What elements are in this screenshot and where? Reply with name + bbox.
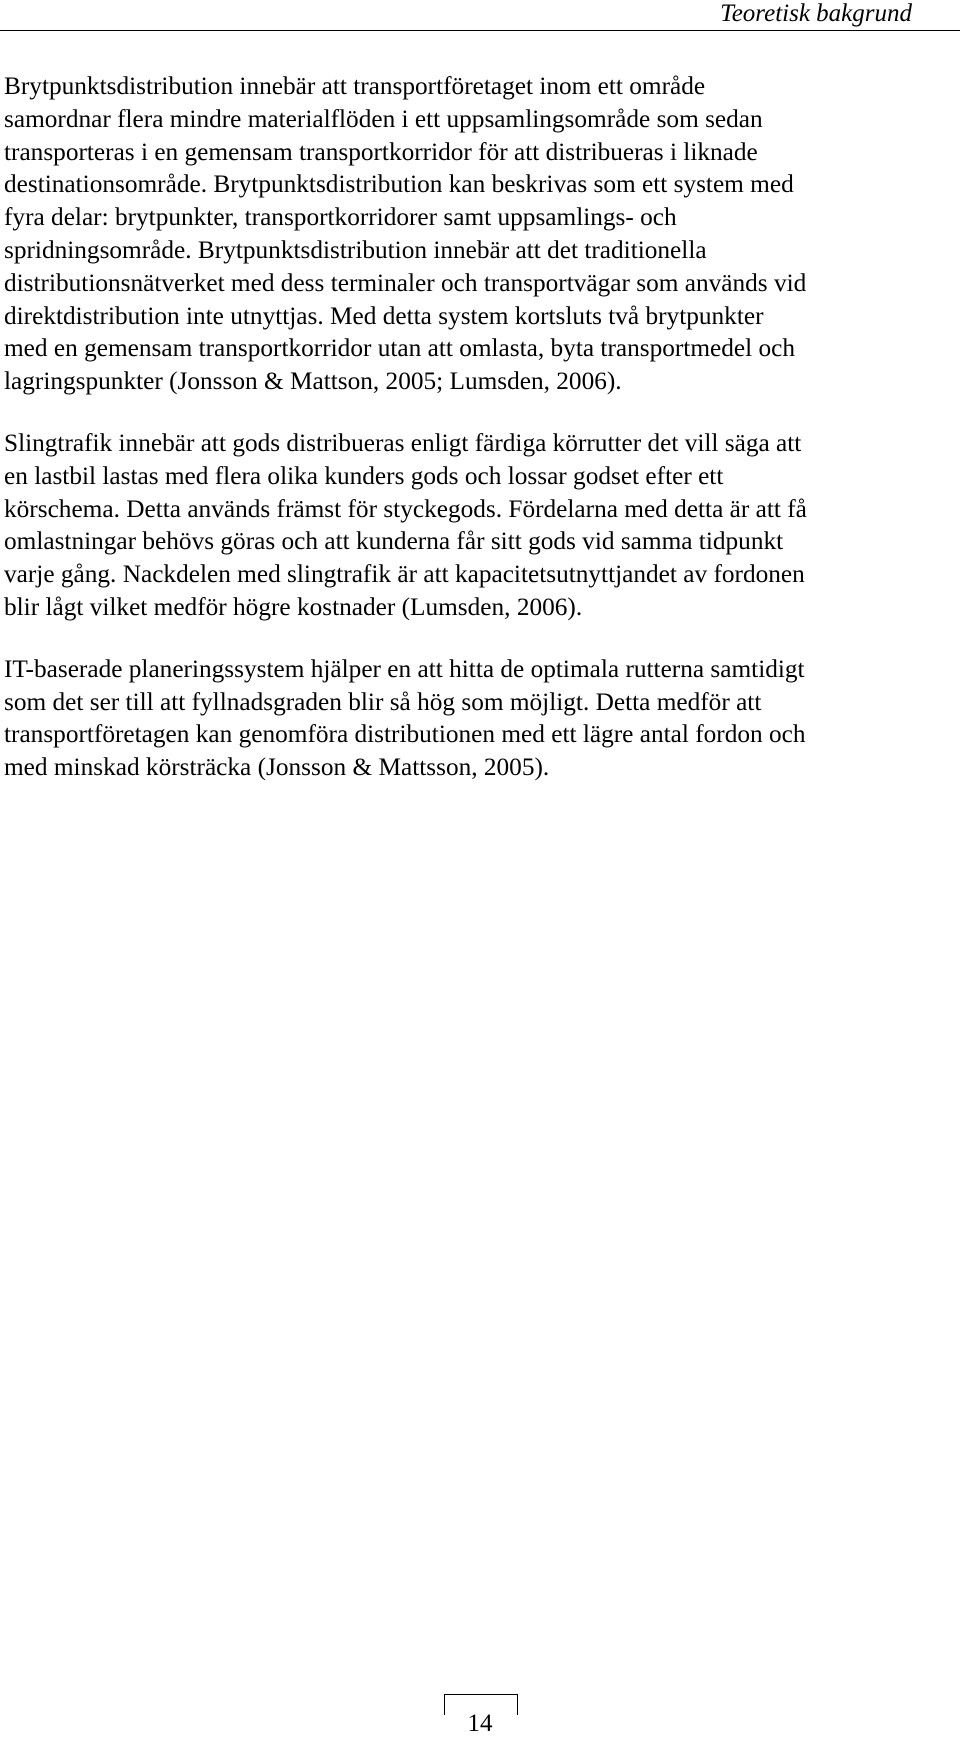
page-number: 14 xyxy=(467,1710,493,1737)
paragraph-it-planering: IT-baserade planeringssystem hjälper en att hitta de optimala rutterna samtidigt som det ser till att fyllnadsgraden blir så hög som möjligt. Detta medför att transportföretagen kan genomföra distributionen med ett lägre antal fordon och med minskad körsträcka (Jonsson & Mattsson, 2005). xyxy=(4,654,806,782)
paragraph-brytpunktsdistribution: Brytpunktsdistribution innebär att transportföretaget inom ett område samordnar flera mindre materialflöden i ett uppsamlingsområde som sedan transporteras i en gemensam transportkorridor för att distribueras i liknade destinationsområde. Brytpunktsdistribution kan beskrivas som ett system med fyra delar: brytpunkter, transportkorridorer samt uppsamlings- och spridningsområde. Brytpunktsdistribution innebär att det traditionella distributionsnätverket med dess terminaler och transportvägar som används vid direktdistribution inte utnyttjas. Med detta system kortsluts två brytpunkter med en gemensam transportkorridor utan att omlasta, byta transportmedel och lagringspunkter (Jonsson & Mattson, 2005; Lumsden, 2006). xyxy=(4,72,807,396)
paragraph-slingtrafik: Slingtrafik innebär att gods distribueras enligt färdiga körrutter det vill säga att en lastbil lastas med flera olika kunders gods och lossar godset efter ett körschema. Detta används främst för styckegods. Fördelarna med detta är att få omlastningar behövs göras och att kunderna får sitt gods vid samma tidpunkt varje gång. Nackdelen med slingtrafik är att kapacitetsutnyttjandet av fordonen blir lågt vilket medför högre kostnader (Lumsden, 2006). xyxy=(4,428,807,621)
running-header-title: Teoretisk bakgrund xyxy=(720,0,912,27)
body-text xyxy=(4,70,956,813)
running-header xyxy=(0,0,960,31)
